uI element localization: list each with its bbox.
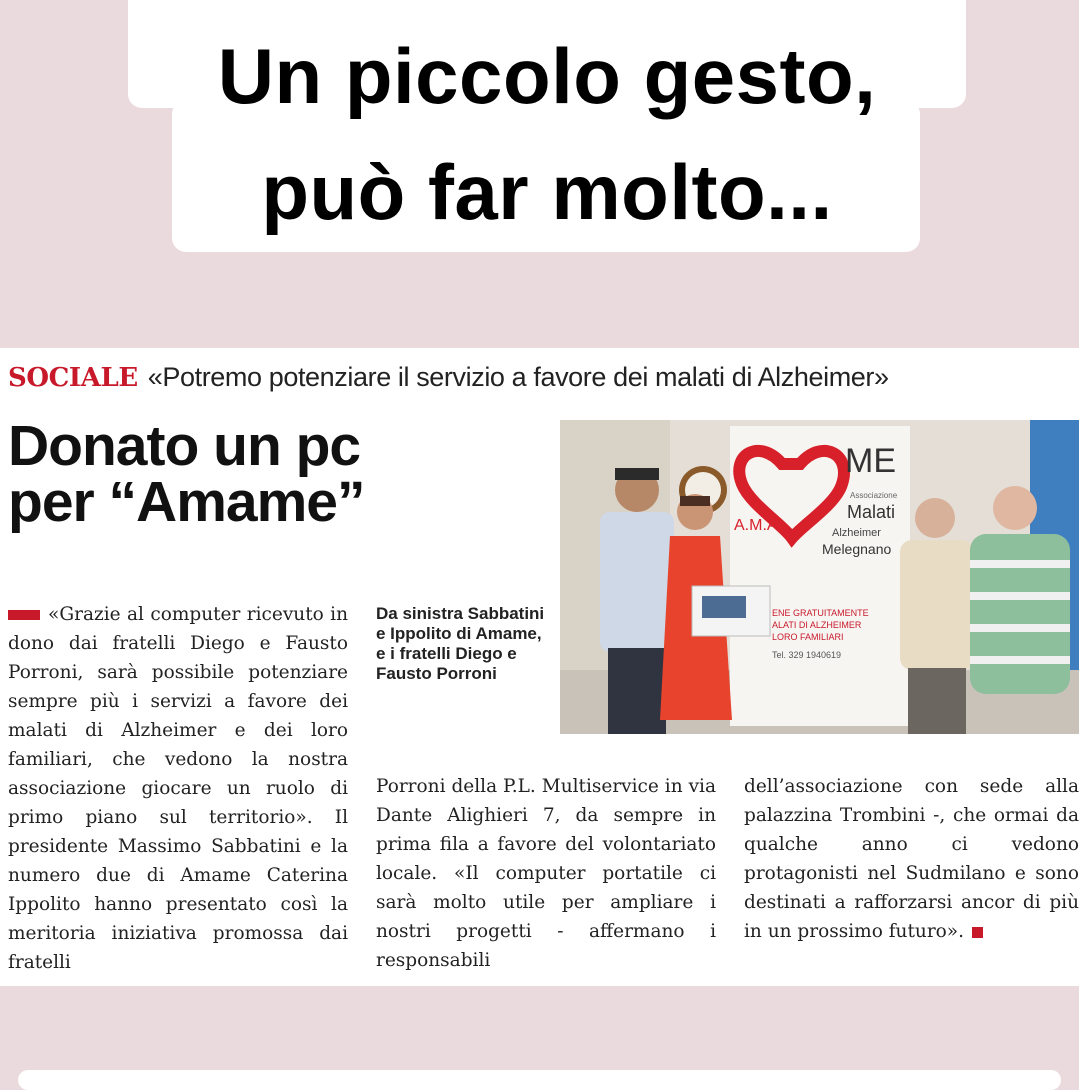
banner-ama: A.M.A. <box>734 517 783 534</box>
article-column-2 <box>376 772 716 975</box>
kicker-row <box>8 362 1079 393</box>
banner-me: ME <box>845 442 896 480</box>
article-column-3 <box>744 772 1079 946</box>
banner-city: Melegnano <box>822 541 892 557</box>
headline-line-1: Un piccolo gesto, <box>217 32 877 120</box>
article-title <box>8 414 548 534</box>
bottom-card-edge <box>18 1070 1061 1090</box>
article-title-line-2: per “Amame” <box>8 470 365 534</box>
section-label: SOCIALE <box>8 363 138 393</box>
article-column-1 <box>8 600 348 977</box>
start-marker <box>8 610 40 620</box>
article-column-3-text: dell’associazione con sede alla palazzina Trombini -, che ormai da qualche anno ci vedono protagonisti nel Sudmilano e sono destinati a rafforzarsi ancor di più in un prossimo futuro». <box>744 776 1079 942</box>
end-marker <box>972 927 983 938</box>
article-column-1-text: «Grazie al computer ricevuto in dono dai fratelli Diego e Fausto Porroni, sarà possibile potenziare sempre più i servizi a favore dei malati di Alzheimer e dei loro familiari, che vedono la nostra associazione giocare un ruolo di primo piano sul territorio». Il presidente Massimo Sabbatini e la numero due di Amame Caterina Ippolito hanno presentato così la meritoria iniziativa promossa dai fratelli <box>8 604 348 973</box>
banner-line-2: ALATI DI ALZHEIMER <box>772 620 862 630</box>
banner-line-1: ENE GRATUITAMENTE <box>772 608 869 618</box>
article-title-line-1: Donato un pc <box>8 414 361 478</box>
banner-alzheimer: Alzheimer <box>832 527 881 539</box>
photo-illustration <box>560 420 1079 734</box>
article-photo <box>560 420 1079 734</box>
kicker-quote: «Potremo potenziare il servizio a favore dei malati di Alzheimer» <box>147 362 889 392</box>
banner-tel: Tel. 329 1940619 <box>772 650 842 660</box>
photo-caption: Da sinistra Sabbatini e Ippolito di Amame, e i fratelli Diego e Fausto Porroni <box>376 604 545 683</box>
newspaper-clipping <box>0 348 1079 986</box>
article-column-2-text: Porroni della P.L. Multiservice in via Dante Alighieri 7, da sempre in prima fila a favore del volontariato locale. «Il computer portatile ci sarà molto utile per ampliare i nostri progetti - affermano i responsabili <box>376 776 716 971</box>
banner-line-3: LORO FAMILIARI <box>772 632 844 642</box>
banner-assoc: Associazione <box>850 491 898 500</box>
banner-malati: Malati <box>847 502 896 522</box>
headline-line-2: può far molto... <box>261 148 833 236</box>
headline <box>128 18 966 250</box>
